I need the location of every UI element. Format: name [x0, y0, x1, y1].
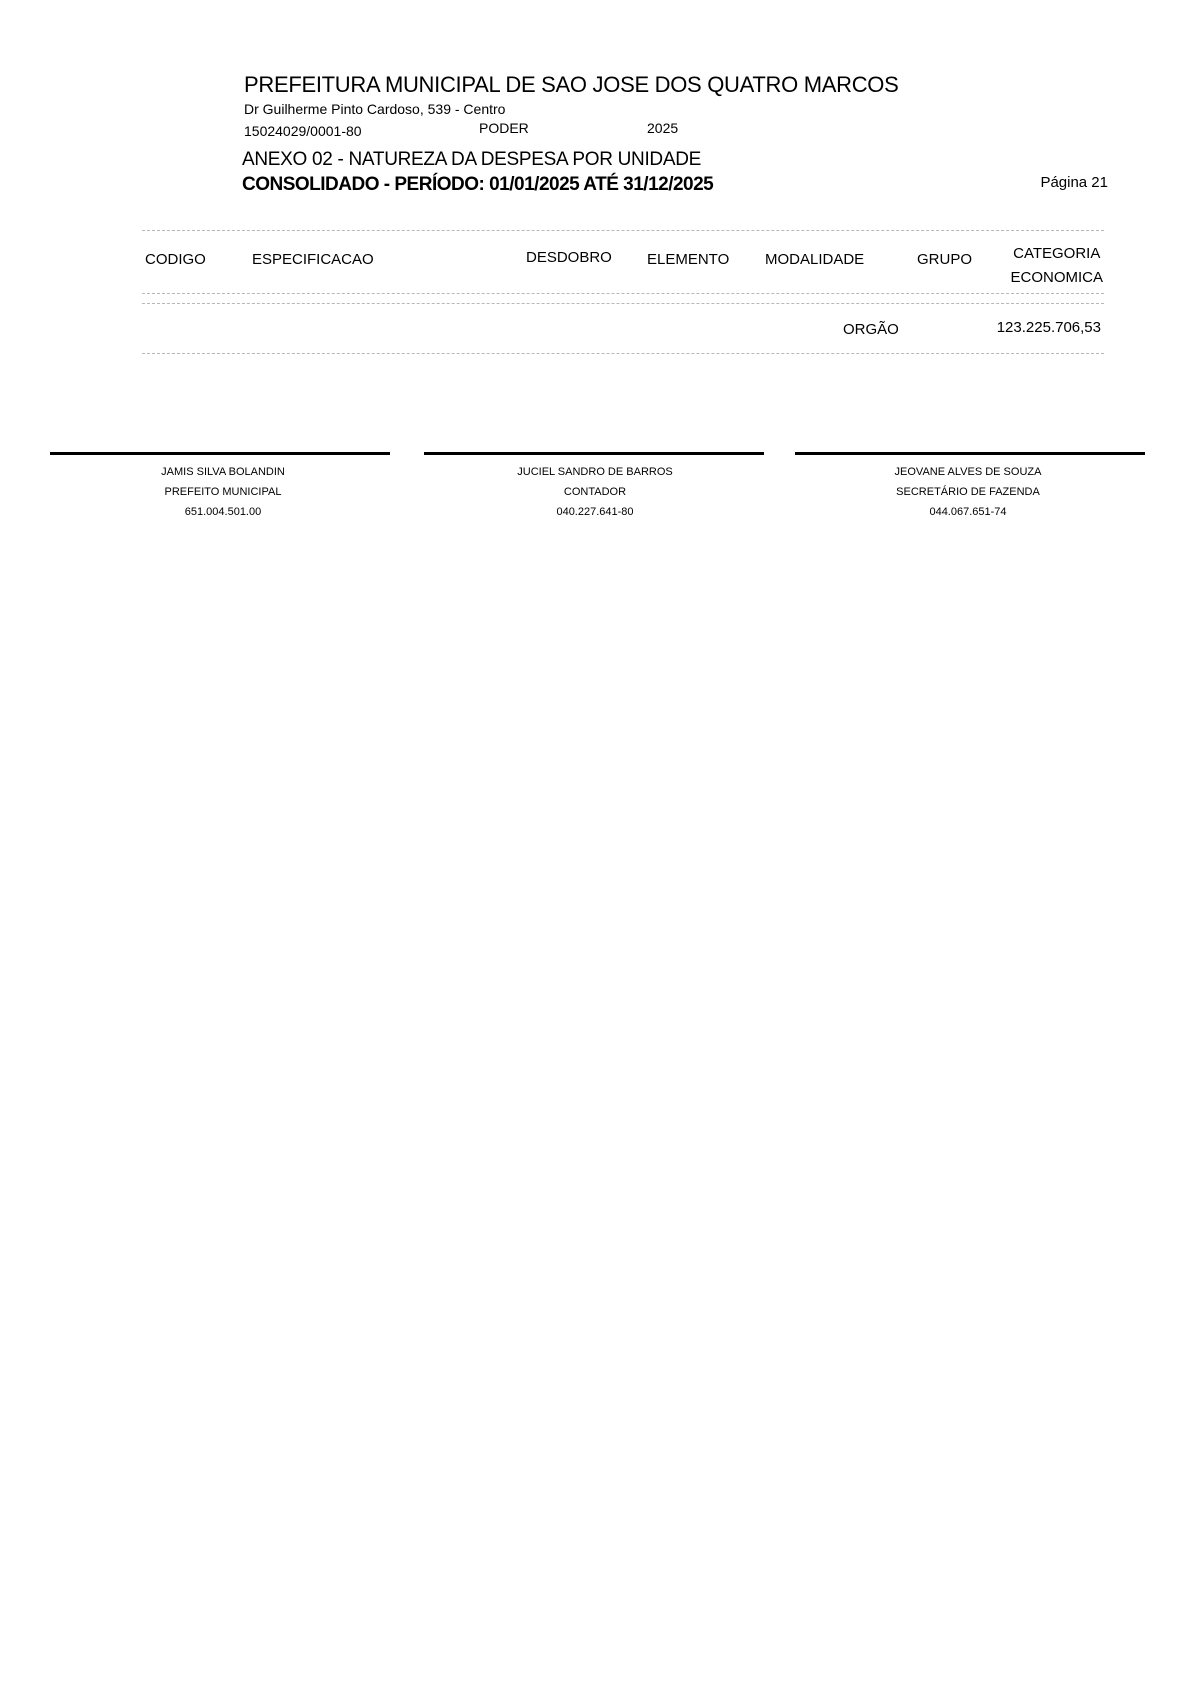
signatory-role: PREFEITO MUNICIPAL — [164, 486, 282, 498]
signature-line-secretario — [795, 452, 1145, 455]
signatory-role: CONTADOR — [563, 486, 627, 498]
signatory-document: 040.227.641-80 — [556, 506, 634, 518]
organization-cnpj: 15024029/0001-80 — [244, 123, 362, 139]
signatory-name: JAMIS SILVA BOLANDIN — [161, 466, 285, 478]
signatory-document: 651.004.501.00 — [184, 506, 262, 518]
organization-title: PREFEITURA MUNICIPAL DE SAO JOSE DOS QUATRO MARCOS — [244, 72, 899, 97]
report-year: 2025 — [647, 120, 679, 136]
signature-line-contador — [424, 452, 764, 455]
page-number: Página 21 — [1040, 174, 1108, 191]
signatory-name: JEOVANE ALVES DE SOUZA — [894, 466, 1042, 478]
signatory-name: JUCIEL SANDRO DE BARROS — [517, 466, 673, 478]
table-header-rule-2 — [142, 303, 1104, 304]
signature-block-prefeito — [53, 462, 393, 522]
column-header-modalidade: MODALIDADE — [765, 251, 865, 268]
report-period: CONSOLIDADO - PERÍODO: 01/01/2025 ATÉ 31/12/2025 — [242, 174, 714, 195]
column-header-elemento: ELEMENTO — [647, 251, 730, 268]
signatory-document: 044.067.651-74 — [929, 506, 1007, 518]
poder-label: PODER — [479, 120, 529, 136]
table-header-rule-1 — [142, 293, 1104, 294]
signature-line-prefeito — [50, 452, 390, 455]
column-header-codigo: CODIGO — [145, 251, 206, 268]
orgao-total-label: ORGÃO — [843, 321, 899, 338]
table-bottom-rule — [142, 353, 1104, 354]
column-header-especificacao: ESPECIFICACAO — [252, 251, 374, 268]
column-header-desdobro: DESDOBRO — [526, 249, 612, 266]
signature-block-contador — [425, 462, 765, 522]
column-header-grupo: GRUPO — [917, 251, 973, 268]
column-header-categoria-line1: CATEGORIA — [1013, 245, 1101, 262]
signature-block-secretario — [798, 462, 1138, 522]
signatory-role: SECRETÁRIO DE FAZENDA — [896, 486, 1040, 498]
column-header-categoria-line2: ECONOMICA — [1010, 269, 1103, 286]
organization-address: Dr Guilherme Pinto Cardoso, 539 - Centro — [244, 101, 506, 117]
table-top-rule — [142, 230, 1104, 231]
column-header-categoria-economica — [1010, 242, 1103, 290]
orgao-total-value: 123.225.706,53 — [996, 319, 1101, 336]
report-title: ANEXO 02 - NATUREZA DA DESPESA POR UNIDADE — [242, 149, 702, 170]
